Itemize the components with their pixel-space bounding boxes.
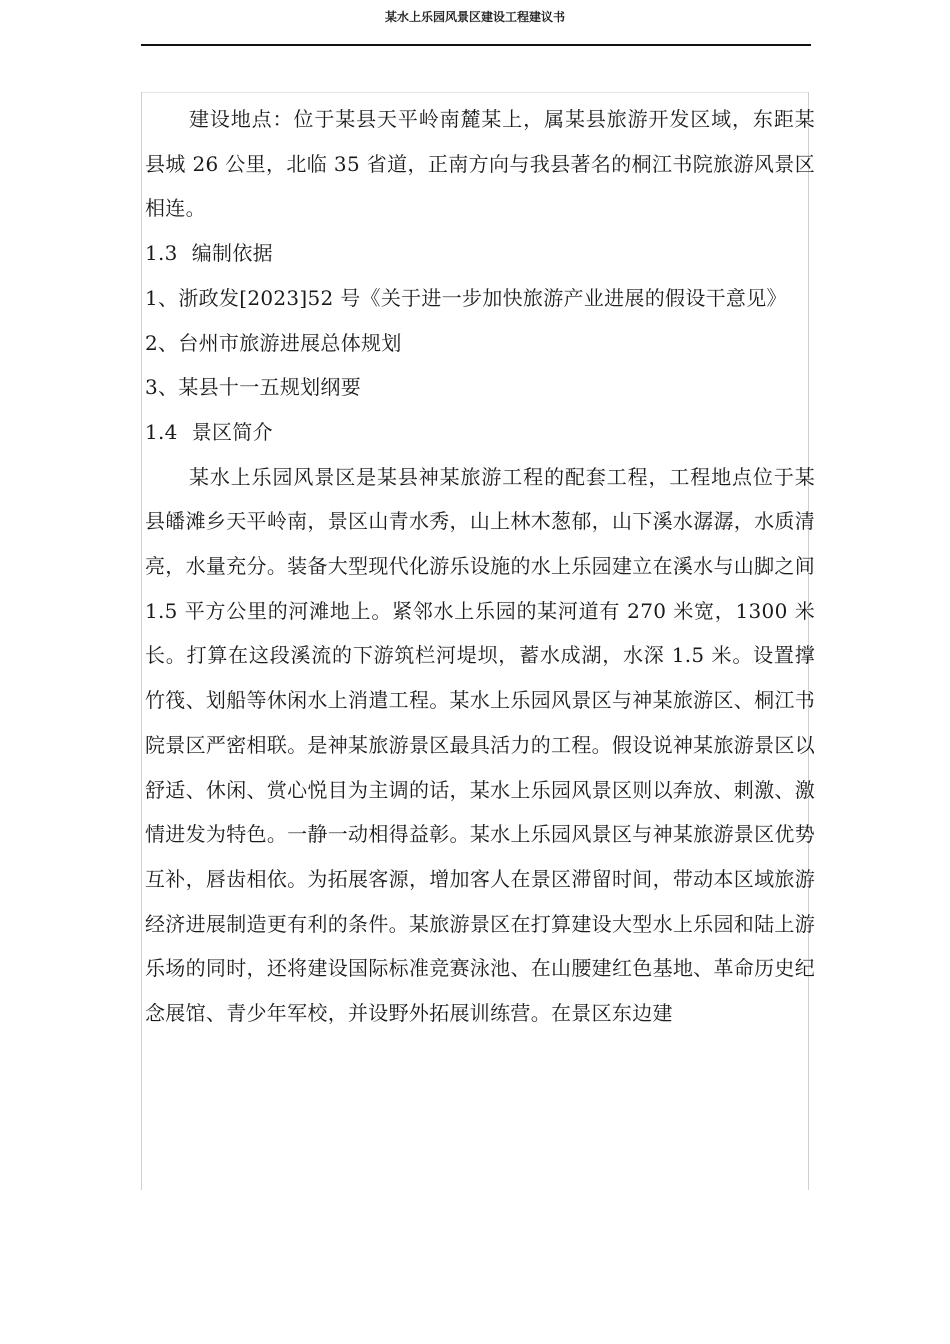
section-heading-basis <box>145 231 815 276</box>
page-frame-top <box>141 92 809 93</box>
section-heading-intro <box>145 410 815 455</box>
document-body <box>145 97 815 1036</box>
intro-paragraph: 某水上乐园风景区是某县神某旅游工程的配套工程，工程地点位于某县皤滩乡天平岭南，景区山青水秀，山上林木葱郁，山下溪水潺潺，水质清亮，水量充分。装备大型现代化游乐设施的水上乐园建立在溪水与山脚之间 1.5 平方公里的河滩地上。紧邻水上乐园的某河道有 270 米宽，1300 米长。打算在这段溪流的下游筑栏河堤坝，蓄水成湖，水深 1.5 米。设置撑竹筏、划船等休闲水上消遣工程。某水上乐园风景区与神某旅游区、桐江书院景区严密相联。是神某旅游景区最具活力的工程。假设说神某旅游景区以舒适、休闲、赏心悦目为主调的话，某水上乐园风景区则以奔放、刺激、激情进发为特色。一静一动相得益彰。某水上乐园风景区与神某旅游景区优势互补，唇齿相依。为拓展客源，增加客人在景区滞留时间，带动本区域旅游经济进展制造更有利的条件。某旅游景区在打算建设大型水上乐园和陆上游乐场的同时，还将建设国际标准竞赛泳池、在山腰建红色基地、革命历史纪念展馆、青少年军校，并设野外拓展训练营。在景区东边建 <box>145 464 815 1026</box>
header-divider <box>141 44 811 46</box>
location-paragraph: 建设地点：位于某县天平岭南麓某上，属某县旅游开发区域，东距某县城 26 公里，北临 35 省道，正南方向与我县著名的桐江书院旅游风景区相连。 <box>145 107 815 221</box>
page-frame-left <box>141 92 142 1190</box>
section-title: 景区简介 <box>191 419 273 444</box>
section-title: 编制依据 <box>191 241 273 266</box>
document-header-title: 某水上乐园风景区建设工程建议书 <box>384 10 565 24</box>
basis-item: 1、浙政发[2023]52 号《关于进一步加快旅游产业进展的假设干意见》 <box>145 285 787 310</box>
basis-item: 3、某县十一五规划纲要 <box>145 375 362 400</box>
section-number: 1.3 <box>145 241 178 266</box>
section-number: 1.4 <box>145 419 178 444</box>
basis-item: 2、台州市旅游进展总体规划 <box>145 330 402 355</box>
